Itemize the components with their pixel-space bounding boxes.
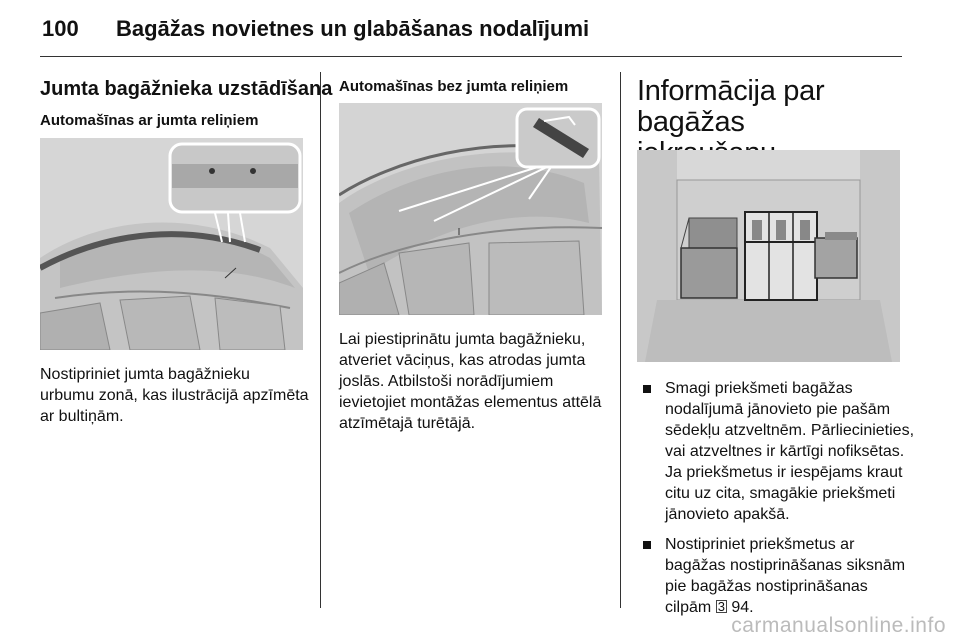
- bullet-square-icon: [643, 385, 651, 393]
- roof-cover-illustration: [339, 103, 602, 315]
- subheading-with-rails: Automašīnas ar jumta reliņiem: [40, 112, 259, 129]
- section-title: Jumta bagāžnieka uzstādīšana: [40, 78, 333, 100]
- col2-line-5: atzīmētajā turētājā.: [339, 415, 476, 432]
- bullet-2-line-4-text: cilpām: [665, 599, 712, 616]
- heading-line-1: Informācija par bagāžas: [637, 75, 825, 138]
- list-item: [637, 378, 927, 525]
- col1-line-2: urbumu zonā, kas ilustrācijā apzīmēta: [40, 387, 309, 404]
- col2-line-3: joslās. Atbilstoši norādījumiem: [339, 373, 554, 390]
- bullet-1-line-6: citu uz cita, smagākie priekšmeti: [665, 485, 896, 502]
- page-number: 100: [42, 16, 79, 41]
- bullet-square-icon: [643, 541, 651, 549]
- chapter-title: Bagāžas novietnes un glabāšanas nodalījumi: [116, 16, 590, 41]
- page-ref-symbol-icon: 3: [717, 599, 725, 614]
- col2-line-4: ievietojiet montāžas elementus attēlā: [339, 394, 602, 411]
- subheading-without-rails: Automašīnas bez jumta reliņiem: [339, 78, 569, 95]
- bullet-1-line-3: sēdekļu atzveltnēm. Pārliecinieties,: [665, 422, 915, 439]
- col1-paragraph: [40, 364, 312, 427]
- bullet-1-line-2: nodalījumā jānovieto pie pašām: [665, 401, 891, 418]
- col1-line-3: ar bultiņām.: [40, 408, 124, 425]
- loading-tips-list: [637, 378, 927, 627]
- bullet-1-line-4: vai atzveltnes ir kārtīgi nofiksētas.: [665, 443, 905, 460]
- header-rule: [40, 56, 902, 57]
- cargo-loading-illustration: [637, 150, 900, 362]
- col1-line-1: Nostipriniet jumta bagāžnieku: [40, 366, 250, 383]
- column-divider-1: [320, 72, 321, 608]
- bullet-1-line-5: Ja priekšmetus ir iespējams kraut: [665, 464, 903, 481]
- bullet-2-line-1: Nostipriniet priekšmetus ar: [665, 536, 855, 553]
- bullet-1-line-7: jānovieto apakšā.: [665, 506, 790, 523]
- bullet-2-line-3: pie bagāžas nostiprināšanas: [665, 578, 868, 595]
- bullet-1-line-1: Smagi priekšmeti bagāžas: [665, 380, 853, 397]
- watermark: carmanualsonline.info: [731, 614, 946, 637]
- bullet-2-line-2: bagāžas nostiprināšanas siksnām: [665, 557, 906, 574]
- roof-rails-illustration: [40, 138, 303, 350]
- col2-paragraph: [339, 329, 611, 434]
- list-item: [637, 534, 927, 618]
- col2-line-2: atveriet vāciņus, kas atrodas jumta: [339, 352, 586, 369]
- col2-line-1: Lai piestiprinātu jumta bagāžnieku,: [339, 331, 586, 348]
- column-divider-2: [620, 72, 621, 608]
- page-ref-number: 94.: [731, 599, 754, 616]
